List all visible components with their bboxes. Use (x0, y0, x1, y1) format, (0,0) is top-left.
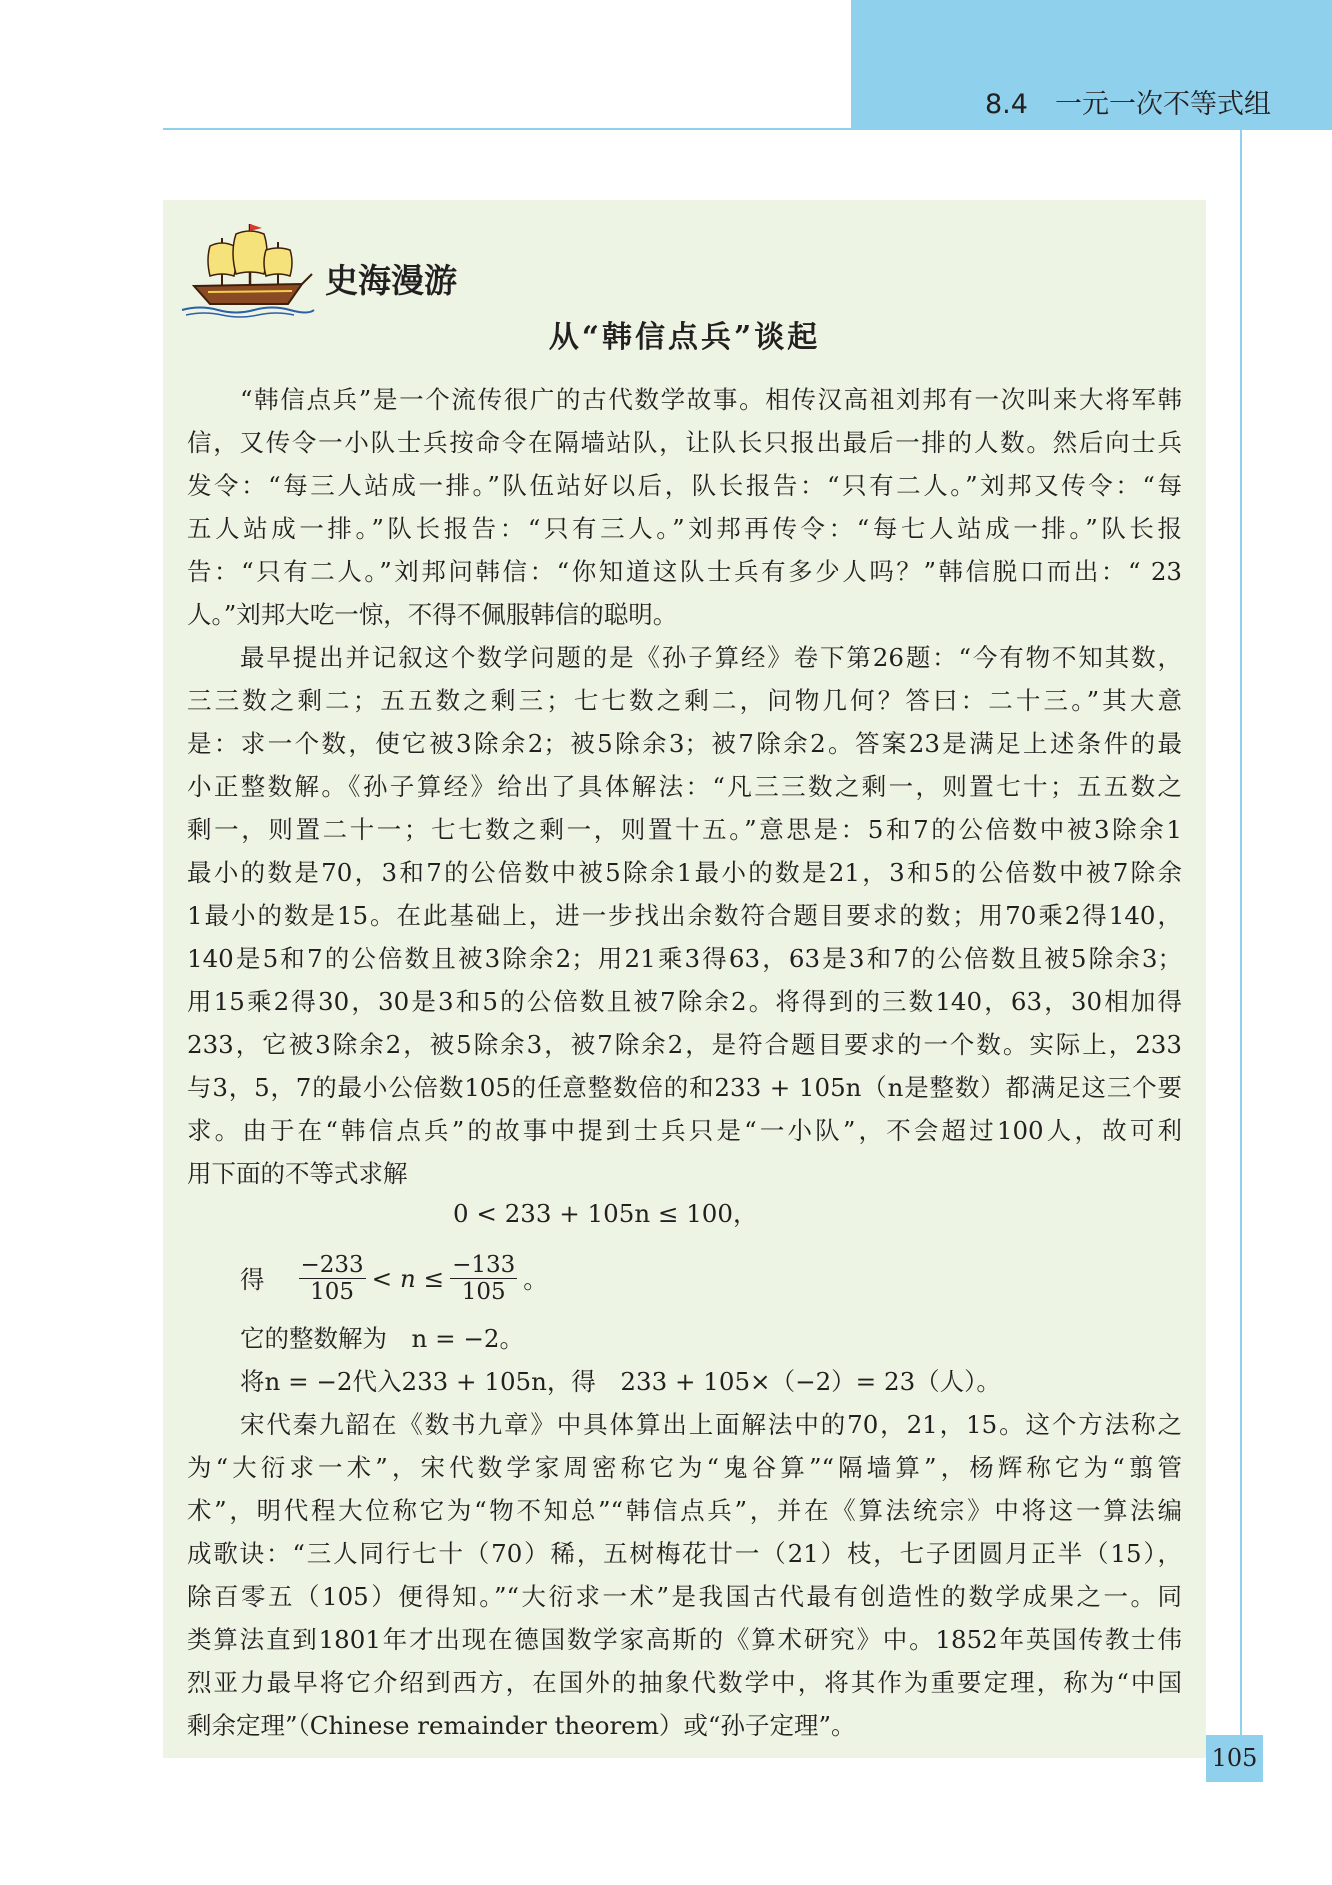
fraction-denominator: 105 (310, 1278, 355, 1305)
margin-rule (1240, 128, 1242, 1748)
body-line: 是：求一个数，使它被3除余2；被5除余3；被7除余2。答案23是满足上述条件的最 (187, 729, 1182, 758)
body-line: 求。由于在“韩信点兵”的故事中提到士兵只是“一小队”，不会超过100人，故可利 (187, 1116, 1182, 1145)
body-line: 成歌诀：“三人同行七十（70）稀，五树梅花廿一（21）枝，七子团圆月正半（15）， (187, 1539, 1182, 1568)
integer-solution: 它的整数解为 n = −2。 (240, 1324, 524, 1353)
body-line: 与3，5，7的最小公倍数105的任意整数倍的和233 + 105n（n是整数）都满足这三个要 (187, 1073, 1182, 1102)
substitution: 将n = −2代入233 + 105n，得 233 + 105×（−2）= 23（人）。 (240, 1367, 1001, 1396)
body-line: 除百零五（105）便得知。”“大衍求一术”是我国古代最有创造性的数学成果之一。同 (187, 1582, 1182, 1611)
fraction-lower (299, 1252, 366, 1305)
body-line: 告：“只有二人。”刘邦问韩信：“你知道这队士兵有多少人吗？”韩信脱口而出：“ 23 (187, 557, 1182, 586)
body-line: 宋代秦九韶在《数书九章》中具体算出上面解法中的70，21，15。这个方法称之 (240, 1410, 1182, 1439)
body-line: 类算法直到1801年才出现在德国数学家高斯的《算术研究》中。1852年英国传教士伟 (187, 1625, 1182, 1654)
body-line: 1最小的数是15。在此基础上，进一步找出余数符合题目要求的数；用70乘2得140， (187, 901, 1182, 930)
body-line: 用下面的不等式求解 (187, 1159, 408, 1188)
solve-prefix: 得 (240, 1264, 265, 1294)
body-line: 为“大衍求一术”，宋代数学家周密称它为“鬼谷算”“隔墙算”，杨辉称它为“翦管 (187, 1453, 1182, 1482)
body-line: 剩余定理”（Chinese remainder theorem）或“孙子定理”。 (187, 1711, 856, 1740)
body-line: 最小的数是70，3和7的公倍数中被5除余1最小的数是21，3和5的公倍数中被7除余 (187, 858, 1182, 887)
inequality-solution (240, 1250, 548, 1306)
body-line: 发令：“每三人站成一排。”队伍站好以后，队长报告：“只有二人。”刘邦又传令：“每 (187, 471, 1182, 500)
body-line: 233，它被3除余2，被5除余3，被7除余2，是符合题目要求的一个数。实际上，233 (187, 1030, 1182, 1059)
body-line: 信，又传令一小队士兵按命令在隔墙站队，让队长只报出最后一排的人数。然后向士兵 (187, 428, 1182, 457)
body-line: 烈亚力最早将它介绍到西方，在国外的抽象代数学中，将其作为重要定理，称为“中国 (187, 1668, 1182, 1697)
inequality: 0 < 233 + 105n ≤ 100， (453, 1199, 758, 1228)
page-number: 105 (1206, 1735, 1263, 1782)
solve-suffix: 。 (523, 1264, 548, 1294)
body-line: 最早提出并记叙这个数学问题的是《孙子算经》卷下第26题：“今有物不知其数， (240, 643, 1182, 672)
body-line: “韩信点兵”是一个流传很广的古代数学故事。相传汉高祖刘邦有一次叫来大将军韩 (240, 385, 1182, 414)
body-line: 小正整数解。《孙子算经》给出了具体解法：“凡三三数之剩一，则置七十；五五数之 (187, 772, 1182, 801)
body-line: 用15乘2得30，30是3和5的公倍数且被7除余2。将得到的三数140，63，30相加得 (187, 987, 1182, 1016)
section-tag: 史海漫游 (325, 261, 457, 300)
body-line: 三三数之剩二；五五数之剩三；七七数之剩二，问物几何？答曰：二十三。”其大意 (187, 686, 1182, 715)
body-line: 人。”刘邦大吃一惊，不得不佩服韩信的聪明。 (187, 600, 678, 629)
sailing-ship-icon (180, 218, 315, 318)
fraction-numerator: −133 (452, 1251, 516, 1278)
body-line: 140是5和7的公倍数且被3除余2；用21乘3得63，63是3和7的公倍数且被5除余3； (187, 944, 1182, 973)
section-header: 8.4 一元一次不等式组 (985, 89, 1271, 120)
solve-mid: < n ≤ (371, 1263, 445, 1293)
body-line: 五人站成一排。”队长报告：“只有三人。”刘邦再传令：“每七人站成一排。”队长报 (187, 514, 1182, 543)
header-rule (163, 128, 1332, 130)
body-line: 术”，明代程大位称它为“物不知总”“韩信点兵”，并在《算法统宗》中将这一算法编 (187, 1496, 1182, 1525)
body-line: 剩一，则置二十一；七七数之剩一，则置十五。”意思是：5和7的公倍数中被3除余1 (187, 815, 1182, 844)
fraction-denominator: 105 (461, 1278, 506, 1305)
fraction-upper (450, 1252, 517, 1305)
article-title: 从“韩信点兵”谈起 (548, 320, 821, 355)
fraction-numerator: −233 (300, 1251, 364, 1278)
